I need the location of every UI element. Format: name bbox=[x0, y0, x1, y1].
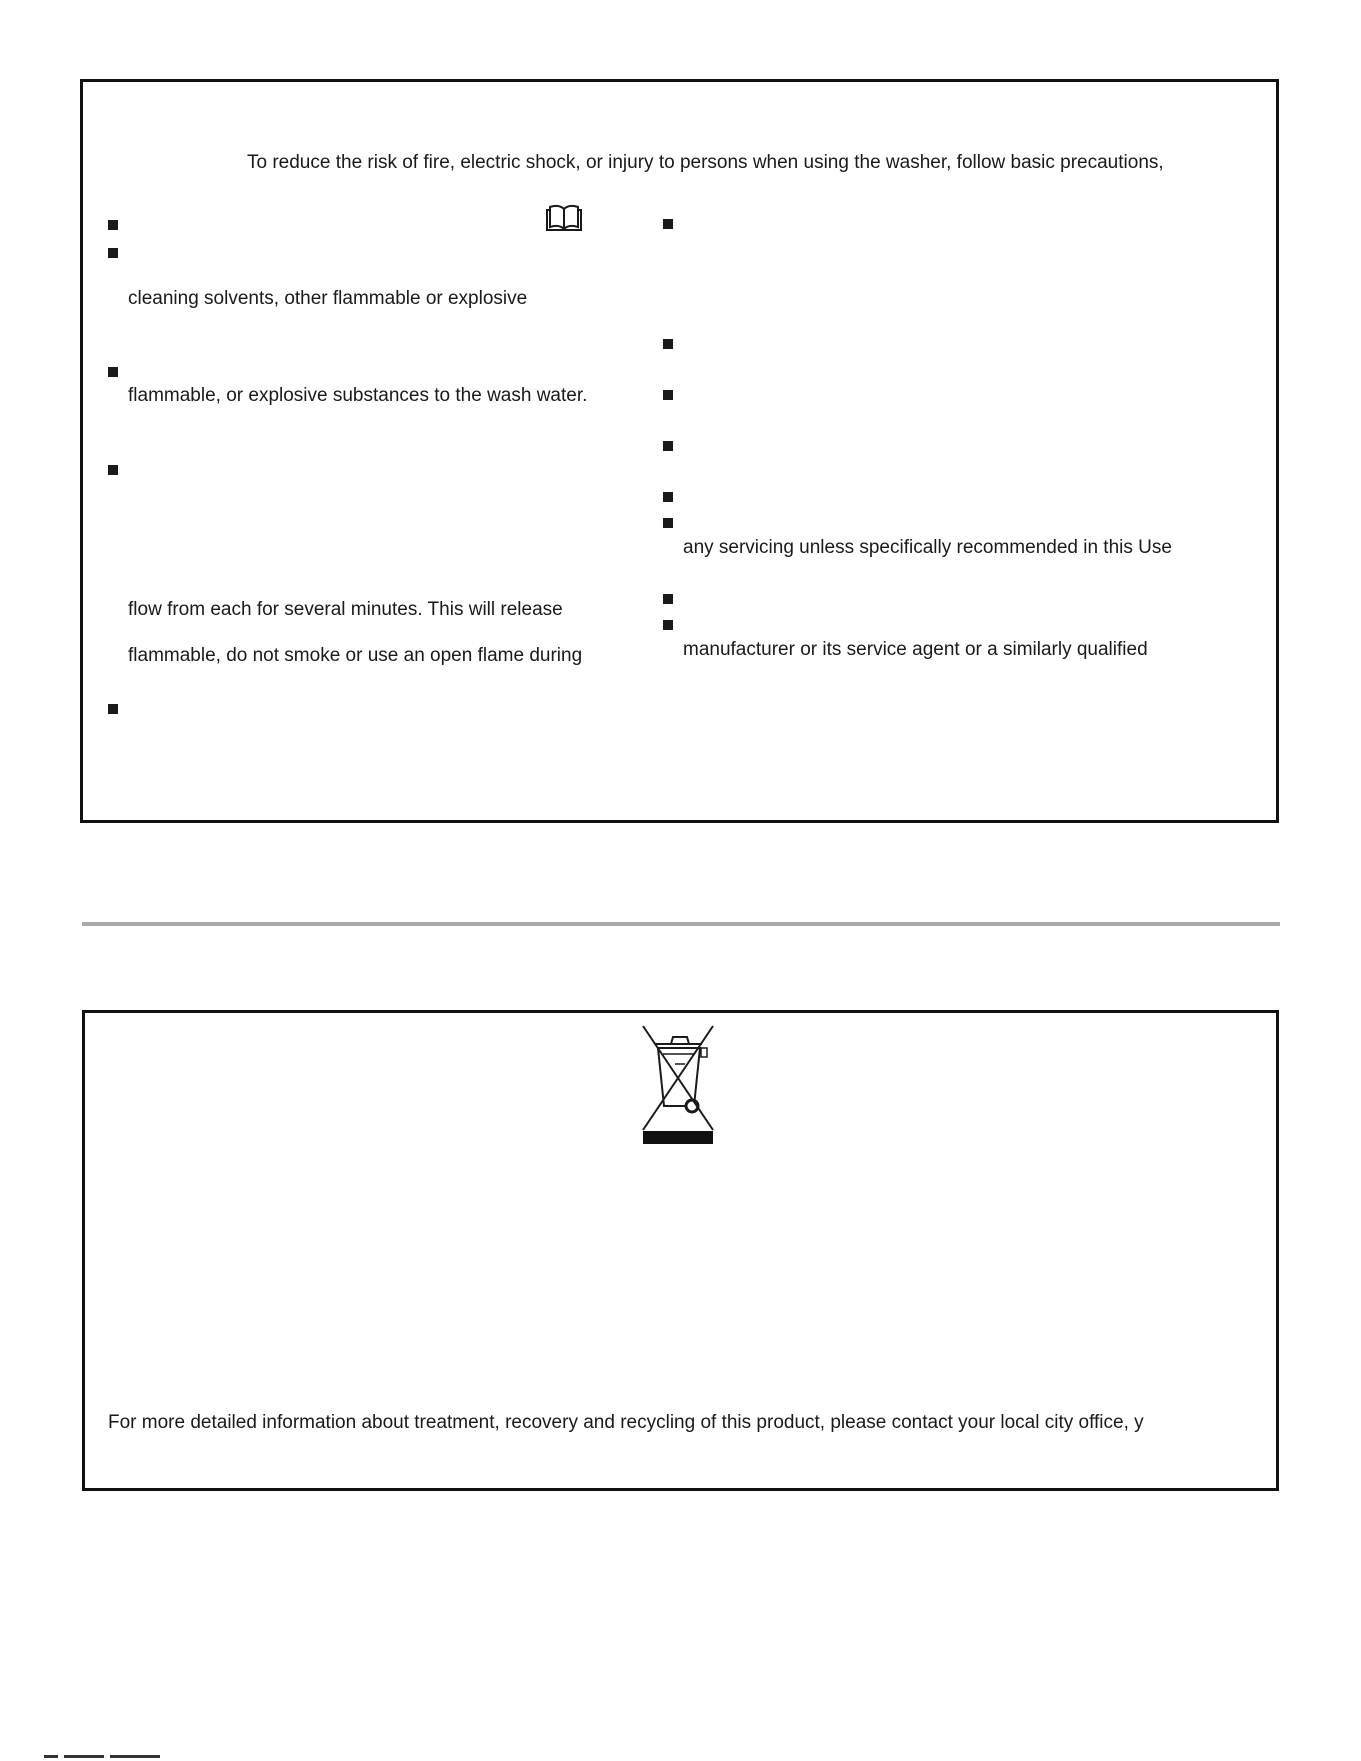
bullet bbox=[663, 594, 673, 604]
bullet bbox=[108, 704, 118, 714]
bullet bbox=[663, 219, 673, 229]
bullet bbox=[663, 492, 673, 502]
left-text-line: flammable, or explosive substances to the wash water. bbox=[128, 385, 588, 406]
crop-mark bbox=[64, 1755, 104, 1758]
left-text-line: flow from each for several minutes. This will release bbox=[128, 599, 563, 620]
right-text-line: manufacturer or its service agent or a similarly qualified bbox=[683, 639, 1148, 660]
bullet bbox=[663, 390, 673, 400]
bullet bbox=[663, 339, 673, 349]
bullet bbox=[108, 465, 118, 475]
crop-mark bbox=[44, 1755, 58, 1758]
section-divider bbox=[82, 922, 1280, 926]
bullet bbox=[108, 248, 118, 258]
left-text-line: cleaning solvents, other flammable or explosive bbox=[128, 288, 528, 309]
bullet bbox=[663, 441, 673, 451]
bullet bbox=[108, 367, 118, 377]
bullet bbox=[108, 220, 118, 230]
crossed-out-wheelie-bin-icon bbox=[641, 1024, 715, 1144]
bullet bbox=[663, 518, 673, 528]
crop-mark bbox=[110, 1755, 160, 1758]
left-text-line: flammable, do not smoke or use an open flame during bbox=[128, 645, 583, 666]
open-book-icon bbox=[546, 204, 582, 232]
safety-intro-text: To reduce the risk of fire, electric shock, or injury to persons when using the washer, follow basic precautions, bbox=[247, 152, 1164, 173]
disposal-footer-text: For more detailed information about treatment, recovery and recycling of this product, please contact your local city office, y bbox=[108, 1412, 1144, 1433]
bullet bbox=[663, 620, 673, 630]
safety-instructions-box bbox=[80, 79, 1279, 823]
right-text-line: any servicing unless specifically recommended in this Use bbox=[683, 537, 1172, 558]
